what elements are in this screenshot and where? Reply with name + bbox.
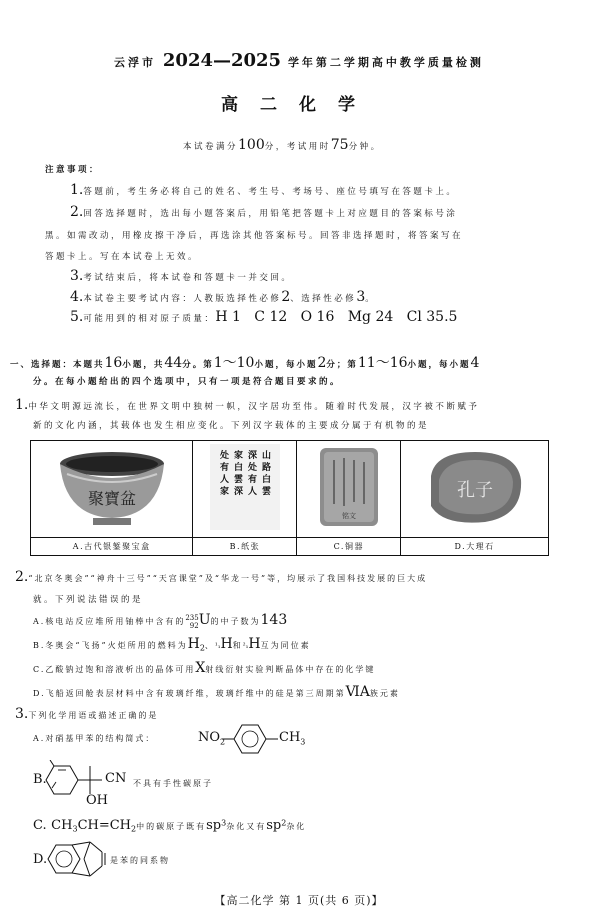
q3-stem <box>15 706 158 722</box>
s1-e: 分。第 <box>182 360 214 370</box>
q2-c-x: X <box>195 660 206 676</box>
q2-a-val: 143 <box>260 612 288 628</box>
bronze-text: 铭文 <box>341 512 356 520</box>
note-1-num: 1. <box>70 182 84 198</box>
svg-text:有: 有 <box>247 475 257 485</box>
note-1 <box>70 182 457 198</box>
exam-info-pre: 本试卷满分 <box>183 142 239 152</box>
note-1-text: 答题前，考生务必将自己的姓名、考生号、考场号、座位号填写在答题卡上。 <box>83 187 458 197</box>
s1-a: 一、选择题：本题共 <box>10 360 105 370</box>
q2-option-c <box>33 660 375 676</box>
note-4-num: 4. <box>70 289 84 305</box>
q2-line2: 就。下列说法错误的是 <box>33 595 144 605</box>
q1-option-a: A.古代银錾聚宝盒 <box>31 538 193 556</box>
q3-c-post2: 杂化又有 <box>226 822 267 831</box>
header-suffix: 学年第二学期高中教学质量检测 <box>287 56 484 69</box>
notes-title: 注意事项： <box>45 165 101 175</box>
q1-text-1: 中华文明源远流长，在世界文明中独树一帜，汉字居功至伟。随着时代发展，汉字被不断赋予 <box>28 402 480 412</box>
q1-image-b <box>193 441 297 538</box>
ch3-label: CH <box>279 730 301 745</box>
header-years: 2024—2025 <box>162 50 282 71</box>
q2-b-post: 互为同位素 <box>260 641 311 650</box>
paper-text: 山路白雲深处有人家 <box>244 524 254 525</box>
no2-label: NO <box>198 730 221 745</box>
svg-text:人: 人 <box>219 475 229 485</box>
q3-c-formula2: CH=CH <box>77 818 132 833</box>
s1-j: 11～16 <box>357 355 408 371</box>
svg-text:山: 山 <box>261 451 271 461</box>
s1-l: 4 <box>470 355 480 371</box>
note-4-pre: 本试卷主要考试内容：人教版选择性必修 <box>83 294 282 304</box>
q3-b-label: B. <box>33 772 47 787</box>
q2-num: 2. <box>15 569 29 585</box>
note-2-line-b: 黑。如需改动，用橡皮擦干净后，再选涂其他答案标号。回答非选择题时，将答案写在 <box>45 231 464 241</box>
s1-g: 小题，每小题 <box>254 360 318 370</box>
s1-f: 1～10 <box>213 355 255 371</box>
bronze-vessel-image <box>314 444 384 530</box>
q1-image-c <box>297 441 401 538</box>
svg-text:家: 家 <box>233 451 243 461</box>
exam-header <box>0 50 598 71</box>
note-2-line-c: 答题卡上。写在本试卷上无效。 <box>45 252 200 262</box>
svg-text:处: 处 <box>247 463 257 473</box>
q3-a-pre: A.对硝基甲苯的结构简式： <box>33 734 156 743</box>
q1-option-b: B.纸张 <box>193 538 297 556</box>
q2-line1 <box>15 569 427 585</box>
note-4-b: 3 <box>356 289 366 305</box>
section1-line1 <box>10 352 479 372</box>
q2-option-a <box>33 612 287 630</box>
q2-a-pre: A.核电站反应堆所用铀棒中含有的 <box>33 617 186 626</box>
q2-c-pre: C.乙酸钠过饱和溶液析出的晶体可用 <box>33 665 196 674</box>
subject-title: 高二化学 <box>221 95 377 115</box>
note-2-line-a: 回答选择题时，选出每小题答案后，用铅笔把答题卡上对应题目的答案标号涂 <box>83 209 458 219</box>
q2-d-group: ⅥA <box>345 684 370 700</box>
s1-c: 小题，共 <box>122 360 165 370</box>
s1-i: 分；第 <box>326 360 358 370</box>
q1-line2: 新的文化内涵，其载体也发生相应变化。下列汉字载体的主要成分属于有机物的是 <box>33 421 430 431</box>
q3-c-formula1: CH <box>51 818 73 833</box>
q3-a-ch3: $CH_3$ <box>279 730 306 747</box>
note-2-num: 2. <box>70 204 84 220</box>
svg-text:人: 人 <box>247 487 257 497</box>
note-5-masses: H 1 C 12 O 16 Mg 24 Cl 35.5 <box>215 309 458 325</box>
q3-c-post1: 中的碳原子既有 <box>136 822 207 831</box>
section1-line2: 分。在每小题给出的四个选项中，只有一项是符合题目要求的。 <box>33 377 342 387</box>
q1-option-d: D.大理石 <box>401 538 549 556</box>
exam-info-mid: 分，考试用时 <box>264 142 331 152</box>
s1-b: 16 <box>104 355 123 371</box>
q2-a-post: 的中子数为 <box>210 617 261 626</box>
q2-text-1: “北京冬奥会”“神舟十三号”“天宫课堂”及“华龙一号”等，均展示了我国科技发展的巨大成 <box>28 574 428 583</box>
q1-image-a <box>31 441 193 538</box>
q2-b-h2-sub: 2 <box>199 643 205 653</box>
q2-option-b: B.冬奥会“飞扬”火炬所用的燃料为$H_2$、¹₁H和²₁H互为同位素 <box>33 636 311 653</box>
s1-d: 44 <box>164 355 183 371</box>
note-4-post: 。 <box>365 294 377 304</box>
q3-stem-text: 下列化学用语或描述正确的是 <box>28 711 159 720</box>
svg-text:白: 白 <box>233 463 243 473</box>
benzonorbornadiene-structure <box>44 838 108 880</box>
q3-c-sp3: sp <box>206 818 222 833</box>
q3-b-cn: CN <box>105 771 127 786</box>
q1-line1 <box>15 397 479 413</box>
svg-text:家: 家 <box>219 487 229 497</box>
svg-text:雲: 雲 <box>261 487 271 497</box>
q3-c-post3: 杂化 <box>286 822 307 831</box>
note-3-num: 3. <box>70 268 84 284</box>
exam-score: 100 <box>238 137 265 153</box>
q3-option-c: C. $CH_3CH=CH_2$中的碳原子既有$sp^3$杂化又有$sp^2$杂化 <box>33 818 307 834</box>
note-4-mid: 、选择性必修 <box>290 294 357 304</box>
note-3 <box>70 268 292 284</box>
exam-info-post: 分钟。 <box>348 142 382 152</box>
note-3-text: 考试结束后，将本试卷和答题卡一并交回。 <box>83 273 293 283</box>
q3-d-post: 是苯的同系物 <box>110 856 170 865</box>
q3-d-label: D. <box>33 852 48 867</box>
note-4 <box>70 289 376 305</box>
svg-text:雲: 雲 <box>233 475 243 485</box>
svg-text:白: 白 <box>261 475 271 485</box>
note-5-pre: 可能用到的相对原子质量： <box>83 314 216 324</box>
stone-inscription: 孔子 <box>456 480 493 501</box>
q2-a-element: U <box>198 612 211 628</box>
q2-option-d <box>33 684 400 700</box>
exam-time: 75 <box>330 137 349 153</box>
header-place: 云浮市 <box>114 56 157 69</box>
exam-info <box>183 137 382 153</box>
svg-text:处: 处 <box>219 451 229 461</box>
q3-b-post: 不具有手性碳原子 <box>133 779 213 788</box>
q2-a-mass: 235 <box>185 614 199 622</box>
s1-h: 2 <box>317 355 327 371</box>
q2-a-z: 92 <box>189 622 199 630</box>
q2-b-sep: 、 <box>204 641 215 650</box>
q3-c-sp2: sp <box>266 818 282 833</box>
q2-b-h2: H <box>187 636 200 652</box>
q1-num: 1. <box>15 397 29 413</box>
note-5-num: 5. <box>70 309 84 325</box>
note-5 <box>70 309 457 325</box>
page-footer: 【高二化学 第 1 页(共 6 页)】 <box>214 894 384 907</box>
svg-text:深: 深 <box>233 487 243 497</box>
s1-k: 小题，每小题 <box>407 360 471 370</box>
q3-c-label: C. <box>33 818 47 833</box>
q3-option-a <box>33 733 155 744</box>
svg-text:路: 路 <box>261 463 271 473</box>
marble-stone-image <box>425 446 525 528</box>
note-4-a: 2 <box>281 289 291 305</box>
q2-b-h1: H <box>220 636 233 652</box>
q2-d-pre: D.飞船返回舱表层材料中含有玻璃纤维，玻璃纤维中的硅是第三周期第 <box>33 689 346 698</box>
svg-text:深: 深 <box>247 451 257 461</box>
nitrotoluene-ring <box>222 722 280 756</box>
q1-option-c: C.铜器 <box>297 538 401 556</box>
q1-image-table <box>30 440 549 556</box>
q3-a-no2: $NO_2$ <box>198 730 226 747</box>
bowl-inscription: 聚寶盆 <box>87 489 136 508</box>
q2-b-and: 和 <box>232 641 243 650</box>
silver-bowl-image <box>57 446 167 528</box>
svg-text:有: 有 <box>219 463 229 473</box>
q2-b-pre: B.冬奥会“飞扬”火炬所用的燃料为 <box>33 641 188 650</box>
paper-calligraphy-image <box>210 444 280 530</box>
q1-image-d <box>401 441 549 538</box>
q3-b-oh: OH <box>86 793 108 808</box>
q3-num: 3. <box>15 706 29 722</box>
q2-b-h2-isotope: H <box>248 636 261 652</box>
q2-c-post: 射线衍射实验判断晶体中存在的化学键 <box>205 665 376 674</box>
note-2 <box>70 204 457 220</box>
q2-d-post: 族元素 <box>369 689 400 698</box>
